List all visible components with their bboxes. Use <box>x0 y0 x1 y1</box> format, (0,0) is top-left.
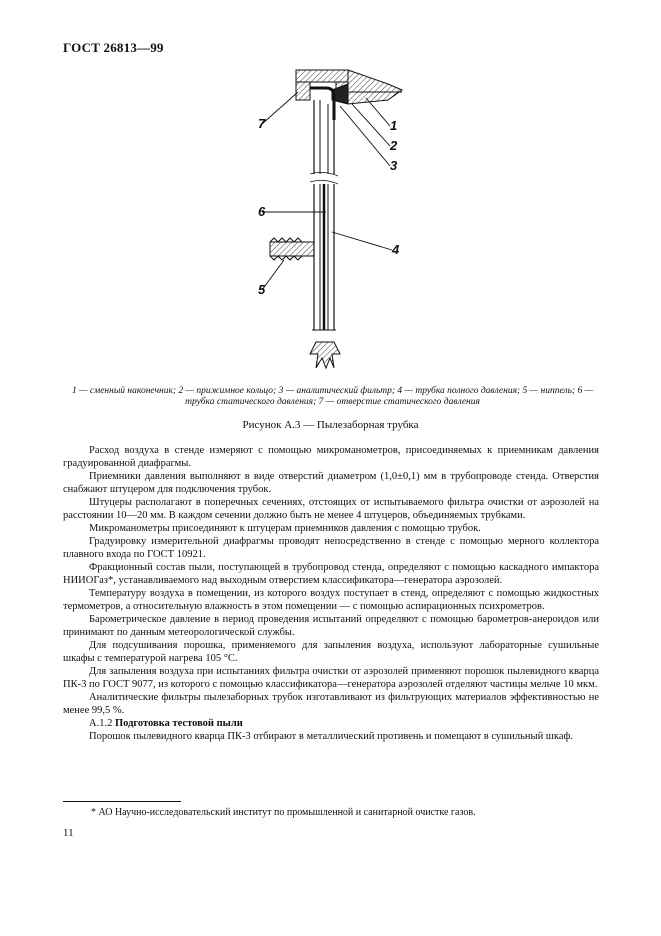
callout-2: 2 <box>390 138 398 153</box>
callout-labels <box>258 116 400 297</box>
paragraph: Расход воздуха в стенде измеряют с помощью микроманометров, присоединяемых к приемникам давления градуированной диафрагмы. <box>63 445 599 469</box>
section-title: Подготовка тестовой пыли <box>114 718 243 729</box>
callout-3: 3 <box>390 158 398 173</box>
nipple <box>270 238 314 260</box>
footnote: * АО Научно-исследовательский институт по промышленной и санитарной очистке газов. <box>91 807 476 818</box>
paragraph: Аналитические фильтры пылезаборных трубок изготавливают из фильтрующих материалов эффективностью не менее 99,5 %. <box>63 692 599 716</box>
callout-5: 5 <box>258 282 266 297</box>
paragraph: Барометрическое давление в период проведения испытаний определяют с помощью барометров-анероидов или принимают по данным метеорологической службы. <box>63 614 599 638</box>
document-header: ГОСТ 26813—99 <box>63 40 164 55</box>
paragraph: Приемники давления выполняют в виде отверстий диаметром (1,0±0,1) мм в трубопроводе стенда. Отверстия снабжают штуцером для подключения трубок. <box>63 471 599 495</box>
paragraph: Микроманометры присоединяют к штуцерам приемников давления с помощью трубок. <box>89 523 481 534</box>
figure-caption: Рисунок А.3 — Пылезаборная трубка <box>242 419 419 431</box>
paragraph: Температуру воздуха в помещении, из которого воздух поступает в стенд, определяют с помощью жидкостных термометров, а относительную влажность в этом помещении — с помощью аспирационных психрометров. <box>63 588 599 612</box>
page-number: 11 <box>63 827 74 839</box>
paragraph: Штуцеры располагают в поперечных сечениях, отстоящих от испытываемого фильтра очистки от аэрозолей на расстоянии 10—20 мм. В каждом сечении должно быть не менее 4 штуцеров, объединяемых трубками. <box>63 497 599 521</box>
callout-4: 4 <box>392 242 400 257</box>
leader-lines <box>262 92 392 290</box>
vertical-tubes <box>310 100 338 330</box>
body-text <box>63 444 599 743</box>
tube-bottom-tip <box>310 330 340 368</box>
paragraph: Порошок пылевидного кварца ПК-3 отбирают в металлический противень и помещают в сушильный шкаф. <box>89 731 573 742</box>
footnote-rule <box>63 801 181 802</box>
figure-legend: 1 — сменный наконечник; 2 — прижимное кольцо; 3 — аналитический фильтр; 4 — трубка полного давления; 5 — ниппель; 6 — трубка статического давления; 7 — отверстие статического давления <box>71 386 594 407</box>
section-heading <box>63 717 599 730</box>
tube-head <box>296 70 402 120</box>
callout-1: 1 <box>390 118 398 133</box>
paragraph: Для подсушивания порошка, применяемого для запыления воздуха, используют лабораторные сушильные шкафы с температурой нагрева 105 °С. <box>63 640 599 664</box>
callout-6: 6 <box>258 204 266 219</box>
paragraph: Для запыления воздуха при испытаниях фильтра очистки от аэрозолей применяют порошок пылевидного кварца ПК-3 по ГОСТ 9077, из которого с помощью классификатора—генератора аэрозолей отделяют частицы мельче 10 мкм. <box>63 666 599 690</box>
callout-7: 7 <box>258 116 266 131</box>
paragraph: Градуировку измерительной диафрагмы проводят непосредственно в стенде с помощью мерного коллектора плавного входа по ГОСТ 10921. <box>63 536 599 560</box>
dust-sampling-tube-drawing <box>240 62 440 382</box>
paragraph: Фракционный состав пыли, поступающей в трубопровод стенда, определяют с помощью каскадного импактора НИИОГаз*, устанавливаемого над выходным отверстием классификатора—генератора аэрозолей. <box>63 562 599 586</box>
section-number: А.1.2 <box>89 718 113 729</box>
